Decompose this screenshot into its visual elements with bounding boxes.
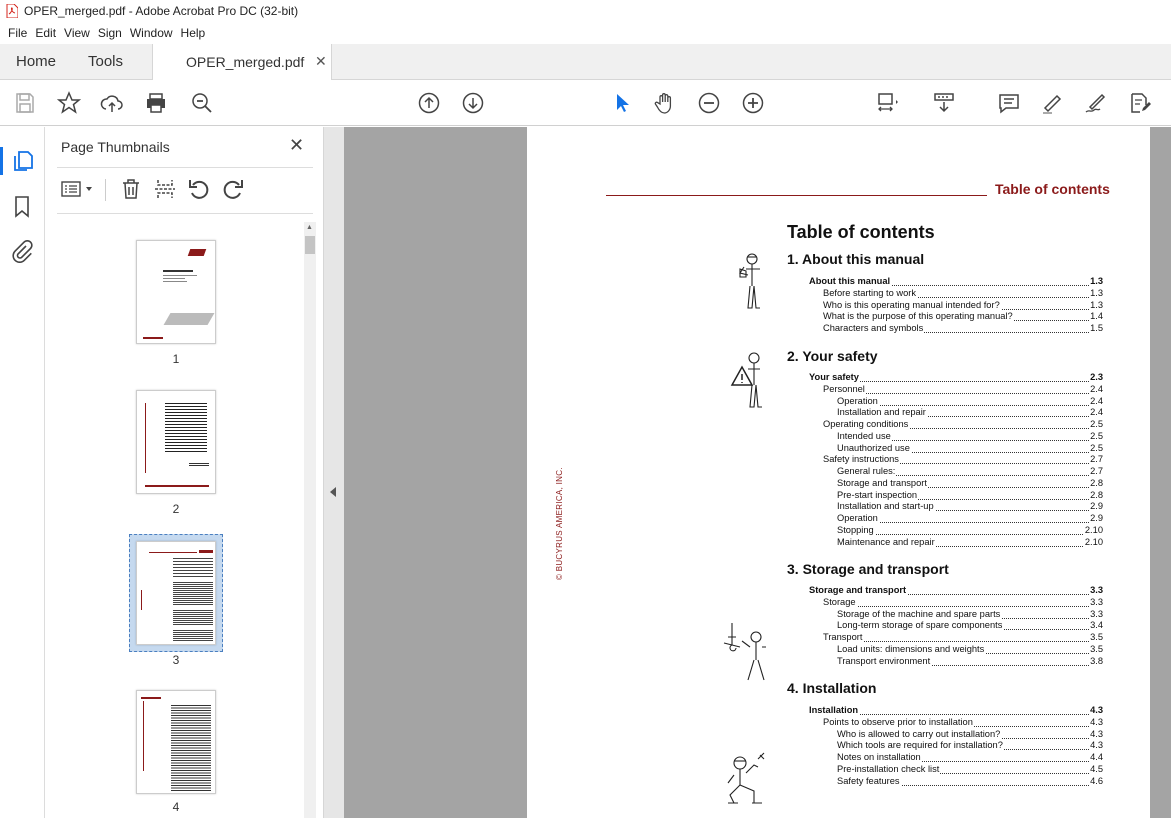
bookmarks-icon[interactable]	[13, 195, 31, 219]
toc-entry-text: Operation	[837, 513, 878, 523]
thumbnail-label: 2	[172, 502, 180, 516]
toc-entry-text: General rules:	[837, 466, 896, 476]
toc-entry-text: Personnel	[823, 383, 865, 394]
menu-bar	[0, 22, 1171, 44]
toc-entry[interactable]	[837, 620, 1103, 632]
toc-entry[interactable]	[837, 537, 1103, 549]
toc-entry-page: 3.3	[1090, 608, 1103, 619]
toc-entry[interactable]	[837, 466, 1103, 478]
toc-entry[interactable]	[823, 300, 1103, 312]
thumbnails-scrollbar[interactable]	[304, 222, 316, 818]
highlight-pen-icon[interactable]	[1040, 91, 1064, 115]
bookmark-star-icon[interactable]	[57, 91, 81, 115]
close-tab-icon[interactable]: ✕	[315, 53, 327, 69]
toc-entry-text: Safety instructions	[823, 454, 899, 465]
toc-entry-text: Operating conditions	[823, 419, 909, 429]
toc-entry-page: 2.7	[1090, 454, 1103, 465]
toc-entry-page: 3.5	[1090, 643, 1103, 654]
toc-entry[interactable]	[837, 729, 1103, 741]
menu-edit[interactable]: Edit	[35, 26, 57, 40]
thumbnail-page-3[interactable]	[136, 541, 216, 645]
toc-entry-text: Installation and repair	[837, 407, 926, 418]
toc-entry[interactable]	[837, 776, 1103, 788]
toc-entry-page: 2.7	[1090, 466, 1103, 476]
extract-pages-icon[interactable]	[153, 177, 177, 201]
toc-entry-text: Unauthorized use	[837, 442, 910, 453]
toc-entry-page: 2.10	[1084, 524, 1103, 535]
toc-entry-page: 1.3	[1090, 276, 1103, 286]
toc-entry-text: Storage and transport	[809, 585, 907, 595]
toc-entry-page: 2.4	[1090, 383, 1103, 394]
tab-document-label: OPER_merged.pdf	[186, 54, 305, 70]
thumbnail-label: 1	[172, 352, 180, 366]
toc-entry[interactable]	[823, 454, 1103, 466]
zoom-search-icon[interactable]	[190, 91, 214, 115]
tab-document[interactable]	[152, 44, 332, 81]
zoom-out-icon[interactable]	[697, 91, 721, 115]
navigation-rail	[0, 127, 45, 818]
toc-entry-page: 4.4	[1090, 752, 1103, 762]
collapse-arrow-icon[interactable]	[330, 487, 336, 497]
panel-title: Page Thumbnails	[61, 139, 170, 155]
toc-entry-page: 2.4	[1090, 395, 1103, 406]
toc-entry[interactable]	[837, 656, 1103, 668]
toc-entry-page: 2.4	[1090, 407, 1103, 418]
toc-entry-text: Installation	[809, 705, 859, 715]
toc-entry-page: 1.3	[1090, 287, 1103, 298]
fit-page-icon[interactable]	[876, 91, 900, 115]
toc-entry[interactable]	[837, 752, 1103, 764]
toc-entry-page: 2.8	[1090, 477, 1103, 488]
toc-entry-text: Intended use	[837, 430, 891, 441]
menu-window[interactable]: Window	[129, 26, 173, 40]
toc-entry-text: Before starting to work	[823, 287, 917, 298]
thumbnail-page-4[interactable]	[136, 690, 216, 794]
toc-entry[interactable]	[837, 740, 1103, 752]
toc-entry[interactable]	[837, 764, 1103, 776]
toc-entry[interactable]	[837, 478, 1103, 490]
toc-entry-text: Maintenance and repair	[837, 536, 935, 547]
toc-entry-page: 4.5	[1090, 763, 1103, 774]
thumbnail-options-icon[interactable]	[61, 179, 95, 199]
toc-leader-dots	[823, 641, 1103, 642]
toc-entry-page: 1.4	[1090, 311, 1103, 322]
tab-tools[interactable]: Tools	[88, 53, 124, 70]
toc-entry-text: Who is this operating manual intended for?	[823, 299, 1000, 310]
rotate-counterclockwise-icon[interactable]	[187, 177, 211, 201]
toc-entry-text: What is the purpose of this operating manual?	[823, 311, 1013, 322]
viewer-gap	[1150, 127, 1171, 818]
toc-entry-page: 2.5	[1090, 419, 1103, 429]
toc-entry-text: Notes on installation	[837, 752, 921, 762]
toc-entry-text: Transport environment	[837, 655, 931, 666]
worker-reading-figure	[732, 251, 766, 311]
toc-entry-text: Installation and start-up	[837, 501, 934, 512]
active-indicator	[0, 147, 3, 175]
worker-crane-hook-figure	[722, 623, 770, 685]
tab-home[interactable]: Home	[16, 53, 57, 70]
toc-entry-text: Pre-installation check list	[837, 763, 940, 774]
close-panel-icon[interactable]: ✕	[289, 135, 305, 155]
toc-entry[interactable]	[809, 276, 1103, 288]
window-title: OPER_merged.pdf - Adobe Acrobat Pro DC (32-bit)	[24, 4, 299, 18]
hand-tool-icon[interactable]	[653, 91, 677, 115]
toc-entry-text: Storage of the machine and spare parts	[837, 608, 1001, 619]
toc-entry-text: Pre-start inspection	[837, 489, 918, 500]
header-rule	[606, 195, 987, 196]
tab-bar	[0, 44, 1171, 80]
thumbnail-page-2[interactable]	[136, 390, 216, 494]
menu-help[interactable]: Help	[180, 26, 206, 40]
save-icon[interactable]	[13, 91, 37, 115]
toc-entry-page: 2.8	[1090, 489, 1103, 500]
section-title: 1. About this manual	[787, 251, 925, 267]
toc-entry[interactable]	[823, 717, 1103, 729]
toc-entry-text: Who is allowed to carry out installation?	[837, 728, 1001, 739]
toc-entry[interactable]	[823, 323, 1103, 335]
toc-entry[interactable]	[837, 443, 1103, 455]
thumbnail-label: 4	[172, 800, 180, 814]
copyright-notice: © BUCYRUS AMERICA, INC.	[555, 467, 564, 580]
toc-entry-text: Stopping	[837, 524, 874, 535]
document-viewer[interactable]	[344, 127, 1171, 818]
toc-entry[interactable]	[823, 311, 1103, 323]
toc-entry-page: 4.3	[1090, 716, 1103, 727]
thumbnail-page-1[interactable]	[136, 240, 216, 344]
thumbnails-list	[57, 222, 303, 818]
toc-entry-page: 4.3	[1090, 728, 1103, 739]
section-title: 4. Installation	[787, 680, 877, 696]
toc-entry[interactable]	[837, 525, 1103, 537]
toc-entry[interactable]	[809, 585, 1103, 597]
toc-entry[interactable]	[837, 644, 1103, 656]
sign-pen-icon[interactable]	[1084, 91, 1108, 115]
toc-entry[interactable]	[837, 431, 1103, 443]
running-header: Table of contents	[995, 181, 1110, 197]
toc-entry-page: 3.8	[1090, 655, 1103, 666]
toc-entry-page: 2.10	[1084, 536, 1103, 547]
toc-entry-text: About this manual	[809, 276, 891, 286]
toc-entry-page: 2.3	[1090, 372, 1103, 382]
select-cursor-icon[interactable]	[610, 91, 634, 115]
toc-entry-page: 3.3	[1090, 596, 1103, 607]
toc-entry-text: Characters and symbols	[823, 323, 924, 333]
toc-entry[interactable]	[823, 384, 1103, 396]
panel-divider	[57, 213, 313, 214]
toc-entry-text: Safety features	[837, 775, 900, 786]
main-toolbar	[0, 80, 1171, 126]
next-page-icon[interactable]	[461, 91, 485, 115]
scroll-up-icon[interactable]: ▲	[306, 224, 313, 231]
scrollbar-thumb[interactable]	[305, 236, 315, 254]
scroll-mode-icon[interactable]	[932, 91, 956, 115]
menu-file[interactable]: File	[8, 26, 28, 40]
toc-entry[interactable]	[823, 288, 1103, 300]
toc-entry-page: 4.6	[1090, 775, 1103, 786]
toc-entry-page: 3.3	[1090, 585, 1103, 595]
delete-trash-icon[interactable]	[119, 177, 143, 201]
thumbnail-label: 3	[172, 653, 180, 667]
toc-heading: Table of contents	[787, 222, 935, 242]
toc-entry[interactable]	[837, 407, 1103, 419]
toc-entry[interactable]	[837, 490, 1103, 502]
toc-entry-page: 1.3	[1090, 299, 1103, 310]
toc-entry[interactable]	[809, 705, 1103, 717]
rotate-clockwise-icon[interactable]	[221, 177, 245, 201]
toc-entry-text: Points to observe prior to installation	[823, 716, 973, 727]
page-thumbnails-icon[interactable]	[12, 149, 34, 173]
toc-leader-dots	[837, 534, 1103, 535]
print-icon[interactable]	[144, 91, 168, 115]
title-bar	[0, 0, 1171, 22]
panel-toolbar-divider	[105, 179, 106, 201]
comment-icon[interactable]	[997, 91, 1021, 115]
acrobat-pdf-icon	[6, 4, 18, 18]
toc-entry-page: 1.5	[1090, 323, 1103, 333]
section-title: 3. Storage and transport	[787, 561, 949, 577]
panel-collapse-bar[interactable]	[324, 127, 344, 818]
toc-entry-page: 2.9	[1090, 501, 1103, 512]
toc-entry-text: Operation	[837, 395, 878, 406]
toc-entry-text: Which tools are required for installation?	[837, 740, 1003, 751]
attachments-paperclip-icon[interactable]	[11, 239, 33, 263]
toc-entry[interactable]	[837, 609, 1103, 621]
toc-entry-page: 3.4	[1090, 620, 1103, 631]
menu-view[interactable]: View	[64, 26, 90, 40]
toc-entry[interactable]	[823, 597, 1103, 609]
upload-cloud-icon[interactable]	[100, 91, 124, 115]
page-thumbnails-panel	[45, 127, 324, 818]
toc-entry-page: 4.3	[1090, 705, 1103, 715]
toc-entry-text: Load units: dimensions and weights	[837, 643, 985, 654]
toc-entry[interactable]	[837, 396, 1103, 408]
toc-entry-page: 4.3	[1090, 740, 1103, 751]
toc-entry[interactable]	[823, 419, 1103, 431]
previous-page-icon[interactable]	[417, 91, 441, 115]
toc-entry-page: 3.5	[1090, 632, 1103, 642]
edit-pdf-icon[interactable]	[1128, 91, 1152, 115]
panel-divider	[57, 167, 313, 168]
toc-entry[interactable]	[809, 372, 1103, 384]
zoom-in-icon[interactable]	[741, 91, 765, 115]
toc-entry-page: 2.9	[1090, 513, 1103, 523]
toc-leader-dots	[823, 606, 1103, 607]
toc-entry-text: Storage	[823, 596, 856, 607]
toc-entry[interactable]	[823, 632, 1103, 644]
toc-entry-text: Storage and transport	[837, 477, 927, 488]
worker-kneeling-tool-figure	[722, 749, 770, 809]
section-title: 2. Your safety	[787, 348, 878, 364]
menu-sign[interactable]: Sign	[97, 26, 122, 40]
toc-entry[interactable]	[837, 501, 1103, 513]
pdf-page	[527, 127, 1150, 818]
toc-entry-page: 2.5	[1090, 442, 1103, 453]
toc-entry-page: 2.5	[1090, 430, 1103, 441]
toc-entry-text: Your safety	[809, 372, 859, 382]
toc-entry[interactable]	[837, 513, 1103, 525]
toc-entry-text: Long-term storage of spare components	[837, 620, 1003, 631]
worker-warning-sign-figure	[730, 349, 770, 411]
toc-entry-text: Transport	[823, 632, 863, 642]
